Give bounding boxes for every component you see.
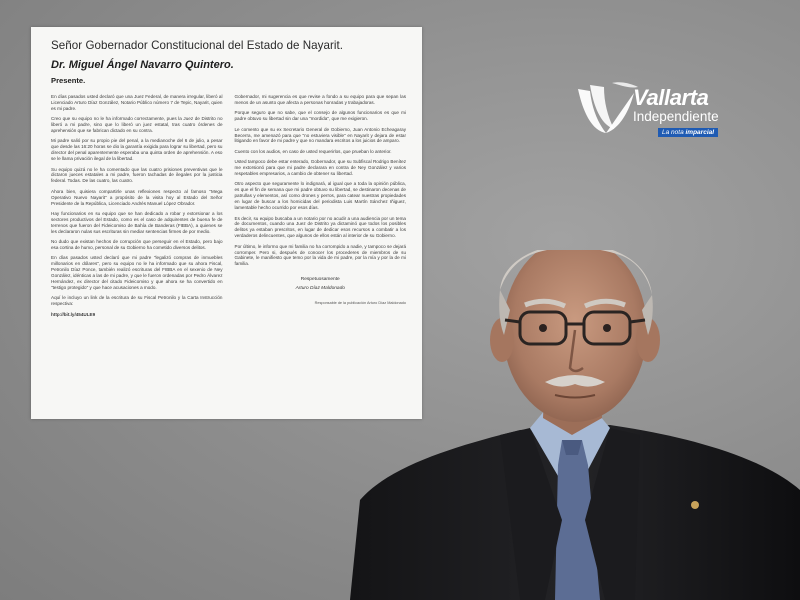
paragraph: Cuento con los audios, en caso de usted requerirlos, que prueban lo anterior. (234, 148, 392, 154)
paragraph: Gobernador, mi sugerencia es que revise a fondo a su equipo para que sepan las menos de un asunto que afecta a personas honradas y trabajadoras. (234, 94, 406, 105)
man-portrait (350, 250, 800, 600)
logo-tagline (658, 128, 718, 137)
logo-tagline-bold: imparcial (685, 129, 715, 136)
paragraph: Su equipo quizá no le ha comentado que las cuatro prisiones preventivas que le dictaron jueces estatales a mi padre, fueron tachadas de ilegales por la justicia federal. Todas. De las cuatro, las cuatro. (51, 166, 223, 184)
escritura-link[interactable]: http://bit.ly/454ULE9 (51, 311, 96, 317)
paragraph: Creo que su equipo no le ha informado correctamente, pues la Juez de Distrito no liberó a mi padre, sino que lo liberó un juez estatal, tras cuatro órdenes de aprehensión que se fabrican dictado en su contra. (51, 116, 223, 134)
vallarta-independiente-logo (572, 79, 732, 149)
paragraph: No dudo que existan hechos de corrupción que perseguir en el Estado, pero bajo esa cortina de humo, personal de su Gobierno ha cometido diversos delitos. (51, 239, 223, 251)
paragraph: En días pasados usted declaró que una Juez Federal, de manera irregular, liberó al Licenciado Arturo Díaz González, Notario Público número 7 de Tepic, Nayarit, quien es mi padre. (51, 94, 223, 111)
paragraph: Otro aspecto que seguramente lo indignará, al igual que a toda la opinión pública, es que el fin de semana que mi padre obtuvo su libertad, se destinaron decenas de patrullas y elementos, así como drones y perros, para catear nuestras propiedades en lugar de buscar a los homicidas del periodista Luis Martín Sánchez Iñiguez, lamentable hecho ocurrido por esos días. (234, 181, 406, 211)
clipping-left-column (51, 94, 223, 322)
paragraph: Porque seguro que no sabe, que el consejo de algunos funcionarios es que mi padre obtuvo su libertad sin dar una "mordida", que me exigieron. (234, 110, 406, 122)
logo-swoosh-icon (572, 79, 642, 139)
publisher-note: Responsable de la publicación Arturo Díaz Maldonado (314, 301, 406, 306)
logo-tagline-prefix: La nota (662, 129, 684, 136)
paragraph: Usted tampoco debe estar enterado, Gobernador, que su Subfiscal Rodrigo Benítez me extorsionó para que mi padre declarara en contra de Ney González y varios respetables empresarios, a cambio de obtener su libertad. (234, 159, 406, 177)
paragraph: Mi padre salió por su propio pie del penal, a la medianoche del 6 de julio, a pesar que desde las 16:20 horas se dio la garantía exigida para lograr su libertad, pero su director del penal aparentemente esperaba una quinta orden de aprehensión. A eso se le llama privación ilegal de la libertad. (51, 138, 223, 162)
lapel-pin (691, 501, 699, 509)
paragraph: Ahora bien, quisiera compartirle unas reflexiones respecto al famoso "Mega Operativo Nuevo Nayarit" a propósito de la visita hoy al Estado del Señor Presidente de la República, Licenciado Andrés Manuel López Obrador. (51, 188, 223, 206)
paragraph: Le comento que su ex Secretario General de Gobierno, Juan Antonio Echeagaray Becerra, me amenazó para que "no estuviera visible" en Nayarit y dejara de estar litigando en favor de mi padre y que no mandara escritos a los juicios de amparo. (234, 126, 406, 144)
paragraph: Aquí le incluyo un link de la escritura de su Fiscal Petronilo y la Carta Instrucción respectiva: (51, 295, 223, 307)
signature-name: Arturo Díaz Maldonado (295, 286, 345, 292)
paragraph: Por último, le informo que mi familia no ha corrompido a nadie, y tampoco se dejará corromper. Pero si, después de conocer los procederes de miembros de su Gabinete, le manifiesto que temo por la vida de mi padre, por la mía y por la de mi familia. (234, 243, 406, 267)
logo-title: Vallarta (633, 85, 709, 110)
logo-subtitle: Independiente (633, 109, 719, 124)
clipping-greeting: Presente. (51, 76, 86, 85)
paragraph: En días pasados usted declaró que mi padre "legalizó compras de inmuebles millonarios en dólares", pero su equipo no le ha informado que su ahora Fiscal, Petronilo Díaz Ponce, también realizó escrituras del FIBBA en el sexenio de Ney González, idénticas a las de mi padre, y que le fueron ordenadas por Pedro Álvarez Hernández, ex director del citado Fideicomiso y que ahora se ha convertido en "testigo protegido" y que hace acusaciones a modo. (51, 255, 223, 290)
paragraph: Es decir, su equipo buscaba a un notario por no acudir a una audiencia por un tema de documentos, cuando una Juez de Distrito ya dictaminó que todos los posibles delitos ya estaban prescritos, en lugar de dedicar esos recursos a combatir a los verdaderos delincuentes, que algunos de ellos están al interior de su Gobierno. (234, 215, 406, 239)
clipping-heading: Señor Gobernador Constitucional del Estado de Nayarit. (51, 39, 344, 52)
paragraph: Hay funcionarios en su equipo que se han dedicado a robar y extorsionar a los sectores productivos del Estado, como es el caso de adquirentes de buena fe de terrenos que fueron del Fideicomiso de Bahía de Banderas (FIBBA), a quienes se les declararon nulas sus escrituras sin mediar sentencias firmes de por medio. (51, 211, 223, 234)
closing-text: Respetuosamente (300, 277, 340, 283)
clipping-addressee: Dr. Miguel Ángel Navarro Quintero. (51, 59, 234, 71)
